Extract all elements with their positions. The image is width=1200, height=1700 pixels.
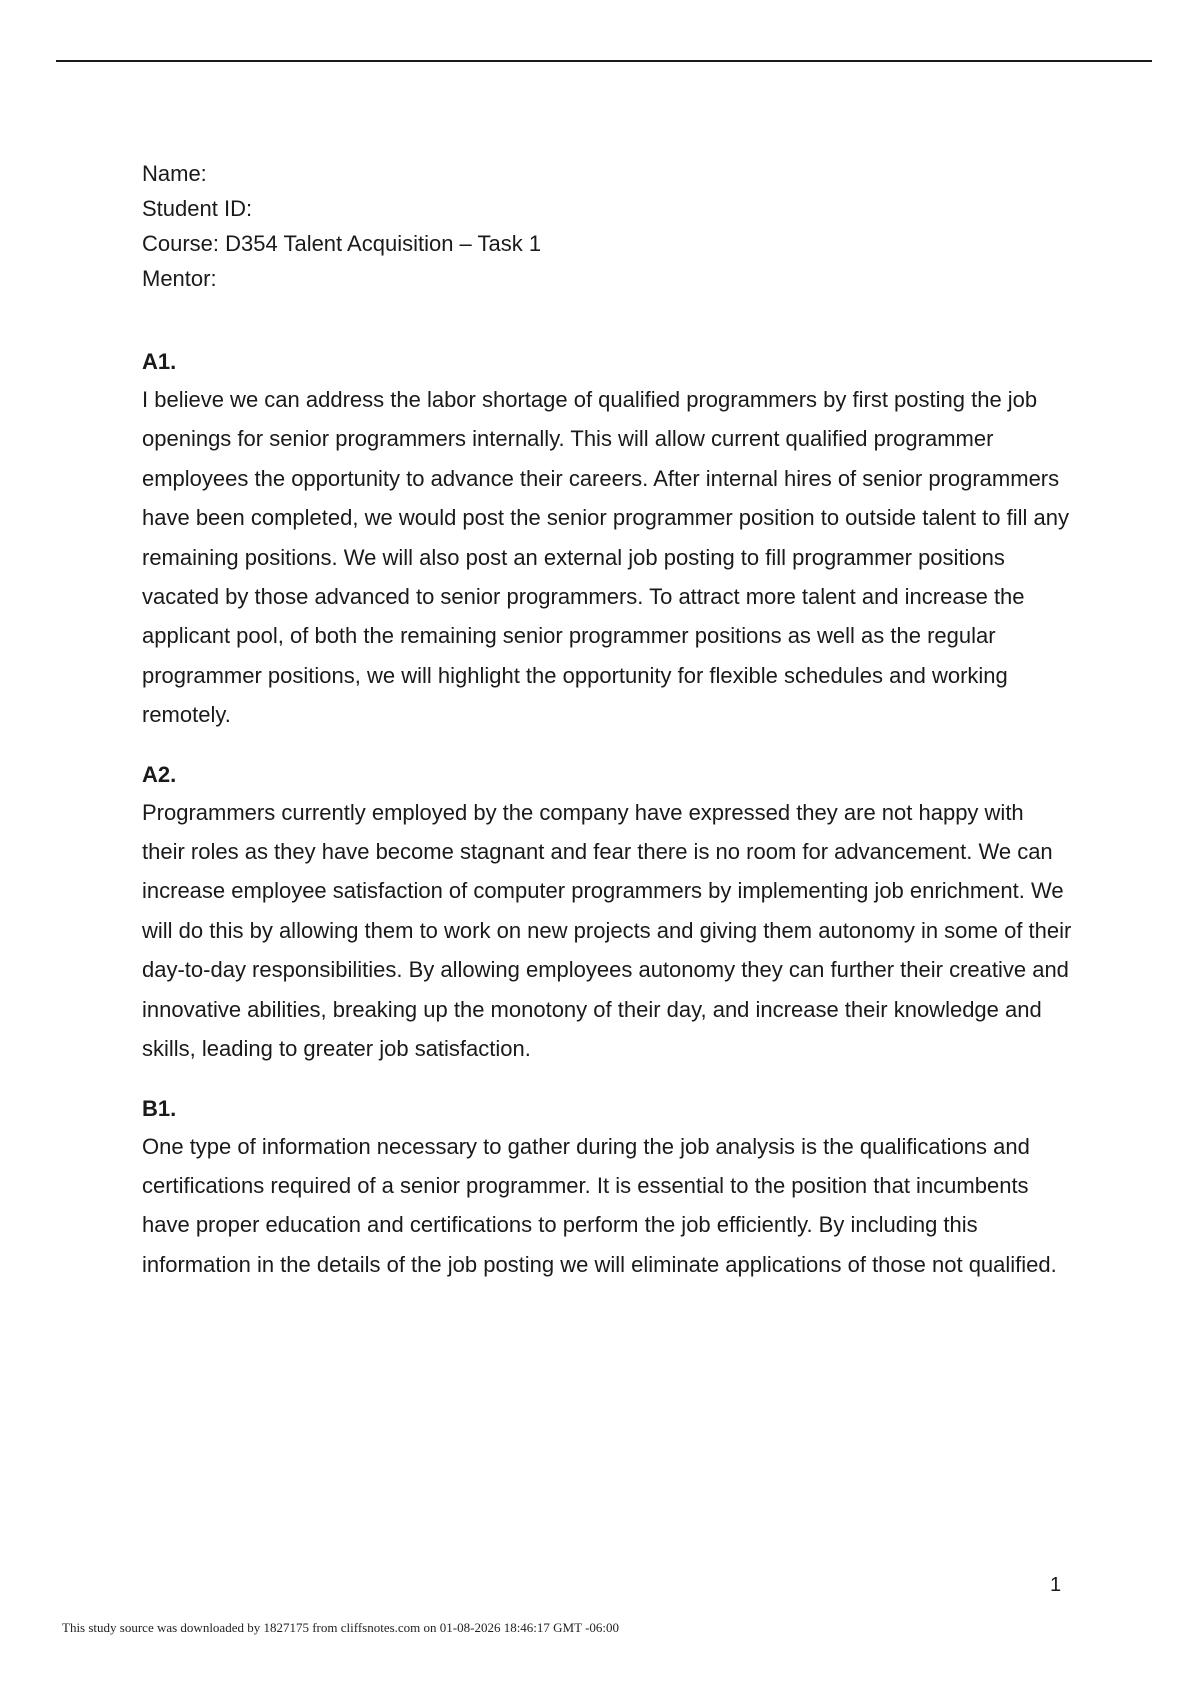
section-paragraph: Programmers currently employed by the company have expressed they are not happy with their roles as they have become stagnant and fear there is no room for advancement. We can increase employee satisfaction of computer programmers by implementing job enrichment. We will do this by allowing them to work on new projects and giving them autonomy in some of their day-to-day responsibilities. By allowing employees autonomy they can further their creative and innovative abilities, breaking up the monotony of their day, and increase their knowledge and skills, leading to greater job satisfaction. <box>142 799 1072 1062</box>
course-label: Course: D354 Talent Acquisition – Task 1 <box>142 231 542 256</box>
student-info-header <box>142 156 1072 296</box>
section-heading: A1. <box>142 349 177 374</box>
section-heading: B1. <box>142 1095 177 1121</box>
section-heading: A2. <box>142 761 177 787</box>
download-footer-note: This study source was downloaded by 1827175 from cliffsnotes.com on 01-08-2026 18:46:17 GMT -06:00 <box>62 1620 620 1635</box>
section-paragraph: One type of information necessary to gather during the job analysis is the qualifications and certifications required of a senior programmer. It is essential to the position that incumbents have proper education and certifications to perform the job efficiently. By including this information in the details of the job posting we will eliminate applications of those not qualified. <box>142 1133 1057 1277</box>
section-b1 <box>142 1091 1072 1285</box>
section-paragraph: I believe we can address the labor shortage of qualified programmers by first posting the job openings for senior programmers internally. This will allow current qualified programmer employees the opportunity to advance their careers. After internal hires of senior programmers have been completed, we would post the senior programmer position to outside talent to fill any remaining positions. We will also post an external job posting to fill programmer positions vacated by those advanced to senior programmers. To attract more talent and increase the applicant pool, of both the remaining senior programmer positions as well as the regular programmer positions, we will highlight the opportunity for flexible schedules and working remotely. <box>142 387 1069 728</box>
student-id-label: Student ID: <box>142 196 253 221</box>
name-label: Name: <box>142 161 207 186</box>
section-a2 <box>142 757 1072 1069</box>
document-body <box>142 156 1072 1306</box>
page-number: 1 <box>1050 1574 1062 1596</box>
mentor-label: Mentor: <box>142 266 217 291</box>
section-a1 <box>142 344 1072 735</box>
top-divider <box>56 60 1152 62</box>
